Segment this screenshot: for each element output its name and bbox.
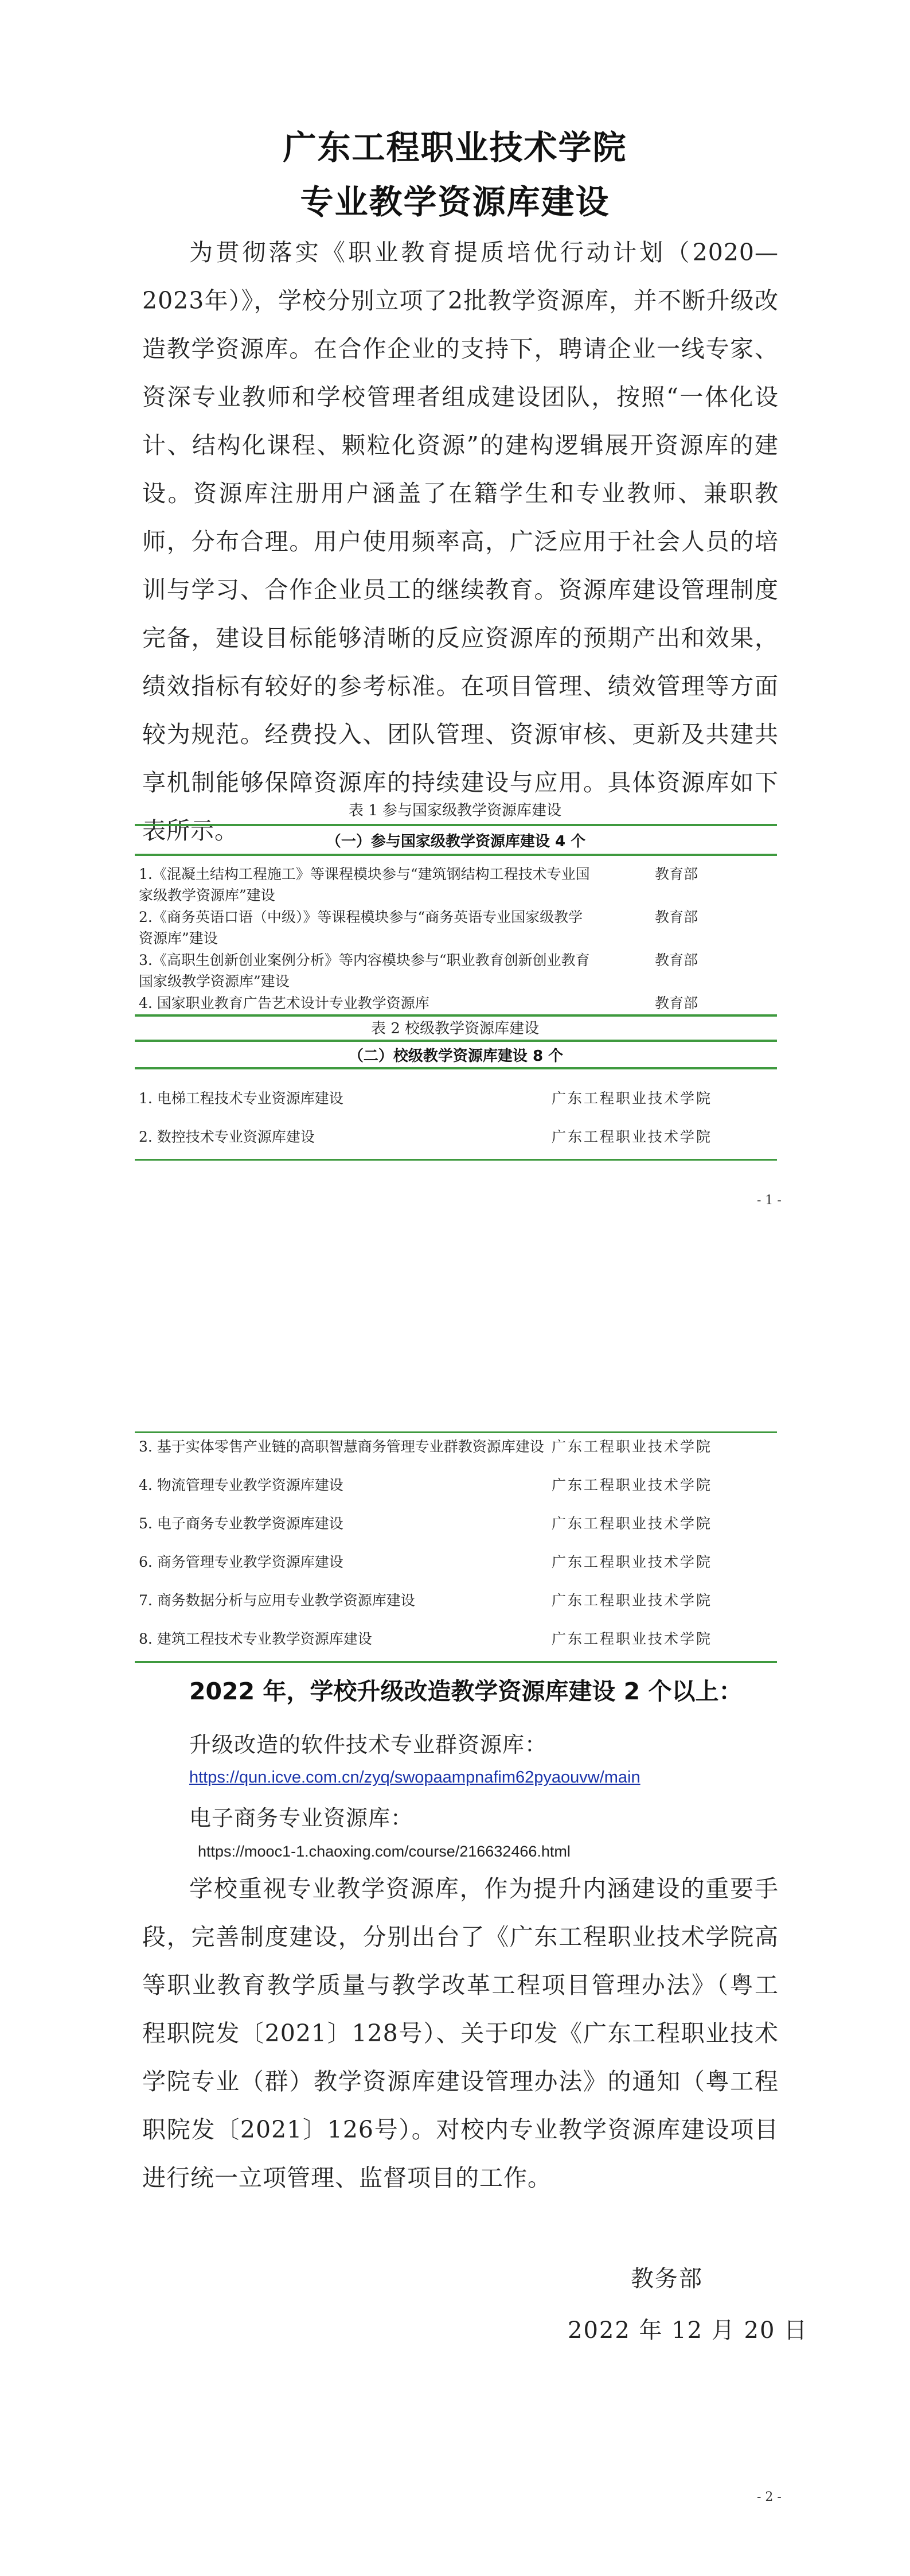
table2-row-org: 广东工程职业技术学院: [552, 1592, 713, 1609]
table1-row-org: 教育部: [655, 952, 698, 968]
closing-paragraph: [142, 1865, 779, 2202]
table2-row-org: 广东工程职业技术学院: [552, 1515, 713, 1532]
table2-row-item: 5. 电子商务专业教学资源库建设: [139, 1515, 343, 1532]
table1-row-item: 3.《高职生创新创业案例分析》等内容模块参与“职业教育创新创业教育国家级教学资源库”建设: [139, 952, 590, 990]
table2-header: （二）校级教学资源库建设 8 个: [348, 1048, 564, 1065]
table2-top-rule: [135, 1040, 777, 1042]
document-title: 广东工程职业技术学院: [283, 128, 627, 167]
table2-continued-rule: [135, 1431, 777, 1433]
table2-page1-rule: [135, 1159, 777, 1161]
table2-row-org: 广东工程职业技术学院: [552, 1129, 713, 1145]
ecommerce-resource-label: 电子商务专业资源库：: [189, 1805, 413, 1831]
table2-row-org: 广东工程职业技术学院: [552, 1090, 713, 1107]
table1-row-org: 教育部: [655, 909, 698, 925]
table2-row-item: 3. 基于实体零售产业链的高职智慧商务管理专业群教资源库建设: [139, 1438, 544, 1455]
table2-row-item: 2. 数控技术专业资源库建设: [139, 1129, 315, 1145]
table1-header-rule: [135, 854, 777, 856]
table2-row-item: 7. 商务数据分析与应用专业教学资源库建设: [139, 1592, 415, 1609]
software-resource-label: 升级改造的软件技术专业群资源库：: [189, 1732, 548, 1757]
table1-row-org: 教育部: [655, 995, 698, 1011]
table2-row-item: 4. 物流管理专业教学资源库建设: [139, 1477, 343, 1493]
table1-row-org: 教育部: [655, 866, 698, 882]
table1-row-item: 1.《混凝土结构工程施工》等课程模块参与“建筑钢结构工程技术专业国家级教学资源库”建设: [139, 866, 590, 904]
table2-row-org: 广东工程职业技术学院: [552, 1438, 713, 1455]
table2-bottom-rule: [135, 1661, 777, 1663]
document-subtitle: 专业教学资源库建设: [300, 182, 610, 221]
table2-row-item: 6. 商务管理专业教学资源库建设: [139, 1554, 343, 1570]
software-resource-link[interactable]: https://qun.icve.com.cn/zyq/swopaampnafim62pyaouvw/main: [189, 1768, 640, 1787]
table2-row-item: 1. 电梯工程技术专业资源库建设: [139, 1090, 343, 1107]
table2-caption: 表 2 校级教学资源库建设: [370, 1020, 540, 1037]
table2-header-rule: [135, 1067, 777, 1069]
intro-text: 为贯彻落实《职业教育提质培优行动计划（2020—2023年）》，学校分别立项了2批教学资源库，并不断升级改造教学资源库。在合作企业的支持下，聘请企业一线专家、资深专业教师和学校管理者组成建设团队，按照“一体化设计、结构化课程、颗粒化资源”的建构逻辑展开资源库的建设。资源库注册用户涵盖了在籍学生和专业教师、兼职教师，分布合理。用户使用频率高，广泛应用于社会人员的培训与学习、合作企业员工的继续教育。资源库建设管理制度完备，建设目标能够清晰的反应资源库的预期产出和效果，绩效指标有较好的参考标准。在项目管理、绩效管理等方面较为规范。经费投入、团队管理、资源审核、更新及共建共享机制能够保障资源库的持续建设与应用。具体资源库如下表所示。: [142, 239, 779, 845]
table2-row-org: 广东工程职业技术学院: [552, 1477, 713, 1493]
table1-row-item: 2.《商务英语口语（中级）》等课程模块参与“商务英语专业国家级教学资源库”建设: [139, 909, 583, 947]
ecommerce-resource-url: https://mooc1-1.chaoxing.com/course/216632466.html: [198, 1843, 571, 1860]
table1-caption: 表 1 参与国家级教学资源库建设: [348, 802, 562, 819]
table1-row-item: 4. 国家职业教育广告艺术设计专业教学资源库: [139, 995, 429, 1011]
table2-row-org: 广东工程职业技术学院: [552, 1554, 713, 1570]
signature-date: 2022 年 12 月 20 日: [568, 2317, 809, 2344]
table1-top-rule: [135, 824, 777, 826]
table2-row-org: 广东工程职业技术学院: [552, 1631, 713, 1647]
table2-row-item: 8. 建筑工程技术专业教学资源库建设: [139, 1631, 372, 1647]
table1-header: （一）参与国家级教学资源库建设 4 个: [326, 833, 586, 850]
page-number: - 2 -: [757, 2490, 782, 2504]
closing-text: 学校重视专业教学资源库，作为提升内涵建设的重要手段，完善制度建设，分别出台了《广东工程职业技术学院高等职业教育教学质量与教学改革工程项目管理办法》（粤工程职院发〔2021〕128号）、关于印发《广东工程职业技术学院专业（群）教学资源库建设管理办法》的通知（粤工程职院发〔2021〕126号）。对校内专业教学资源库建设项目进行统一立项管理、监督项目的工作。: [142, 1875, 779, 2192]
signature-department: 教务部: [631, 2266, 703, 2292]
page-number: - 1 -: [757, 1193, 782, 1208]
intro-paragraph: [142, 228, 779, 855]
upgrade-heading: 2022 年，学校升级改造教学资源库建设 2 个以上：: [189, 1678, 743, 1705]
